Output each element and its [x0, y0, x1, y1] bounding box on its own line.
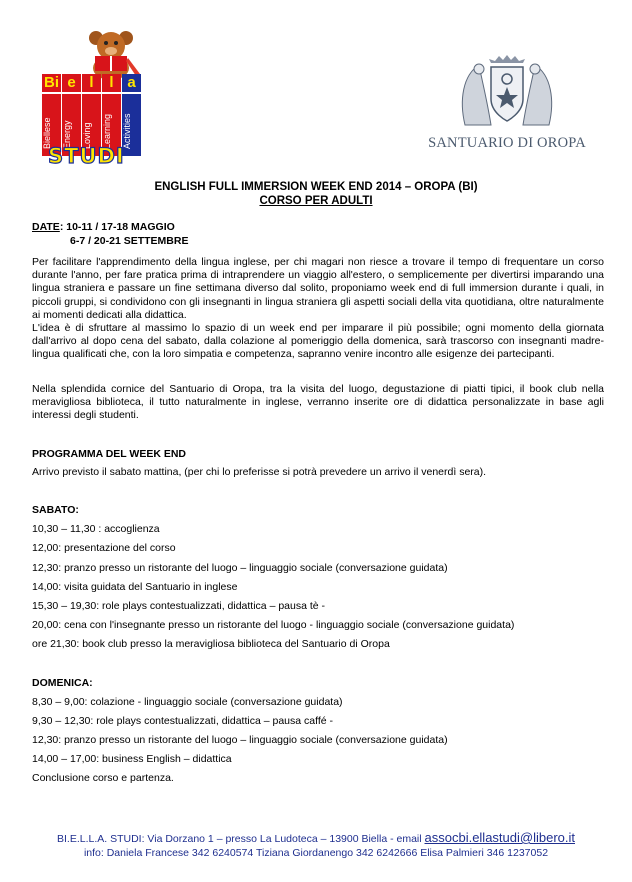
document-subtitle: CORSO PER ADULTI — [259, 195, 373, 207]
santuario-oropa-logo — [402, 55, 612, 155]
footer-address — [0, 830, 632, 845]
angels-coat-of-arms-icon — [457, 55, 557, 133]
biella-studi-logo — [40, 28, 155, 168]
dates-value-2: 6-7 / 20-21 SETTEMBRE — [70, 235, 189, 247]
logo-bar-label: Biellese — [42, 117, 52, 149]
domenica-item: Conclusione corso e partenza. — [32, 772, 174, 784]
domenica-item: 12,30: pranzo presso un ristorante del luogo – linguaggio sociale (conversazione guidata) — [32, 734, 448, 746]
logo-letter: Bi — [44, 74, 59, 91]
dates-line-1: DATE: 10-11 / 17-18 MAGGIO — [32, 221, 175, 233]
sabato-item: 14,00: visita guidata del Santuario in inglese — [32, 581, 238, 593]
footer-email-link[interactable]: assocbi.ellastudi@libero.it — [424, 830, 575, 845]
santuario-oropa-text: SANTUARIO DI OROPA — [428, 135, 586, 151]
document-title: ENGLISH FULL IMMERSION WEEK END 2014 – OROPA (BI) — [154, 181, 478, 193]
intro-paragraph: L'idea è di sfruttare al massimo lo spazio di un week end per imparare il più possibile; ogni momento della giornata dall'arrivo al dopo cena del sabato, dalla colazione al pomeriggio della domenica, sarà trascorso con insegnanti madre-lingua qualificati che, con la loro simpatia e competenza, sapranno venire incontro alle esigenze dei partecipanti. — [32, 322, 604, 361]
domenica-heading: DOMENICA: — [32, 677, 93, 689]
logo-bar-label: Energy — [62, 120, 72, 149]
logo-letter: l — [82, 74, 101, 92]
domenica-item: 8,30 – 9,00: colazione - linguaggio sociale (conversazione guidata) — [32, 696, 343, 708]
sabato-item: 10,30 – 11,30 : accoglienza — [32, 523, 160, 535]
intro-paragraph: Nella splendida cornice del Santuario di Oropa, tra la visita del luogo, degustazione di piatti tipici, il book club nella meravigliosa biblioteca, il tutto naturalmente in inglese, verranno inserite ore di didattica personalizzate in base agli interessi degli studenti. — [32, 383, 604, 422]
domenica-item: 9,30 – 12,30: role plays contestualizzati, didattica – pausa caffé - — [32, 715, 333, 727]
sabato-item: 12,30: pranzo presso un ristorante del luogo – linguaggio sociale (conversazione guidata) — [32, 562, 448, 574]
programma-heading: PROGRAMMA DEL WEEK END — [32, 448, 187, 460]
logo-studi-word: STUDI — [48, 144, 125, 168]
dates-label: DATE — [32, 221, 60, 233]
sabato-item: 20,00: cena con l'insegnante presso un ristorante del luogo - linguaggio sociale (conversazione guidata) — [32, 619, 515, 631]
logo-letters — [42, 74, 141, 92]
arrival-note: Arrivo previsto il sabato mattina, (per chi lo preferisse si potrà prevedere un arrivo il venerdì sera). — [32, 466, 487, 478]
bear-reading-icon — [80, 28, 142, 80]
sabato-item: 15,30 – 19,30: role plays contestualizzati, didattica – pausa tè - — [32, 600, 326, 612]
logo-bar-label: Activities — [122, 113, 132, 149]
sabato-item: ore 21,30: book club presso la meravigliosa biblioteca del Santuario di Oropa — [32, 638, 390, 650]
dates-value-1: 10-11 / 17-18 MAGGIO — [66, 221, 175, 233]
sabato-item: 12,00: presentazione del corso — [32, 542, 176, 554]
logo-letter: e — [62, 74, 81, 92]
footer-address-text: BI.E.L.L.A. STUDI: Via Dorzano 1 – presso La Ludoteca – 13900 Biella - email — [56, 833, 425, 845]
footer-contacts: info: Daniela Francese 342 6240574 Tiziana Giordanengo 342 6242666 Elisa Palmieri 346 1237052 — [83, 847, 549, 859]
logo-bar-label: Learning — [102, 113, 112, 149]
logo-bar-label: Loving — [82, 122, 92, 149]
intro-paragraph: Per facilitare l'apprendimento della lingua inglese, per chi magari non riesce a trovare il tempo di frequentare un corso durante l'anno, per fare pratica prima di intraprendere un viaggio all'estero, o semplicemente per divertirsi imparando una lingua straniera e passare un fine settimana diverso dal solito, proponiamo week end di full immersion durante i quali, in piccoli gruppi, si condividono con gli insegnanti in lingua straniera gli aspetti sociali della vita quotidiana, oltre naturalmente ai momenti dedicati alla didattica. — [32, 256, 604, 321]
logo-letter: l — [102, 74, 121, 92]
sabato-heading: SABATO: — [32, 504, 79, 516]
logo-letter: a — [122, 74, 141, 92]
domenica-item: 14,00 – 17,00: business English – didattica — [32, 753, 232, 765]
